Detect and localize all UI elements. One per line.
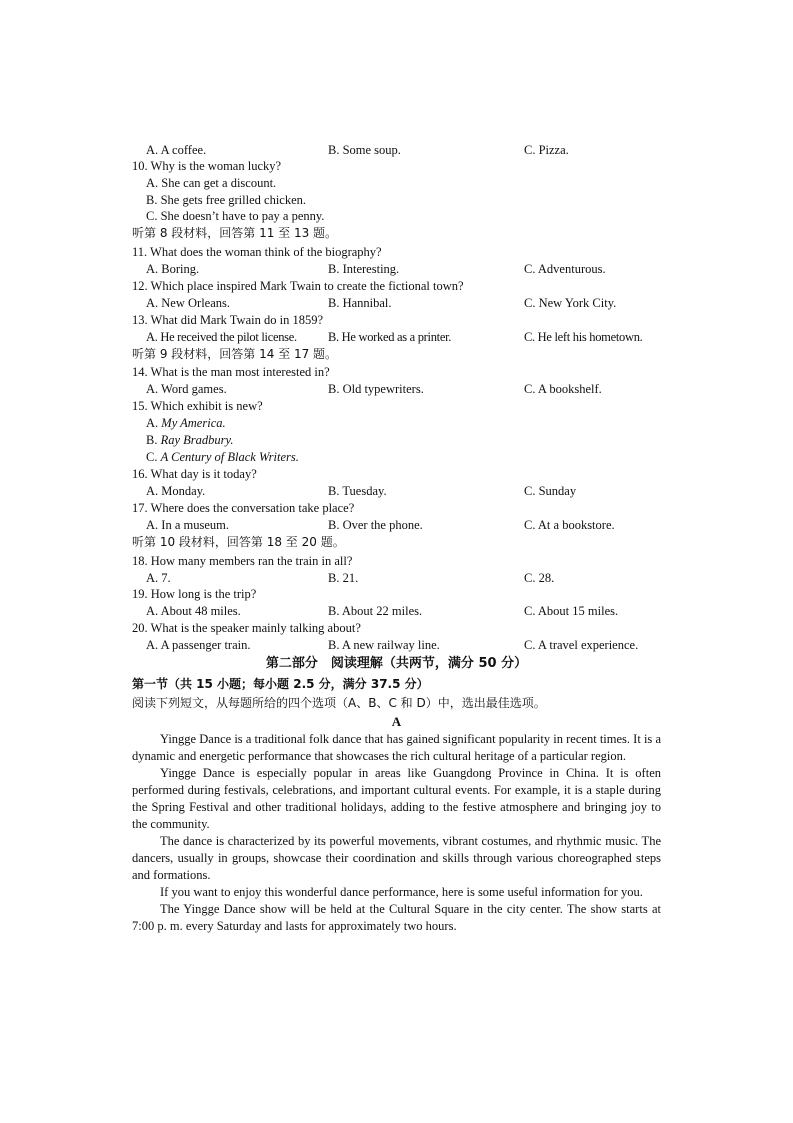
q20-option-a[interactable]: A. A passenger train. [146, 638, 251, 652]
q14-stem: 14. What is the man most interested in? [132, 365, 330, 379]
q19-option-b[interactable]: B. About 22 miles. [328, 604, 423, 618]
section-10-heading: 听第 10 段材料，回答第 18 至 20 题。 [132, 535, 345, 549]
q16-stem: 16. What day is it today? [132, 467, 257, 481]
q15-stem: 15. Which exhibit is new? [132, 399, 263, 413]
option-letter: A. [146, 416, 159, 430]
exhibit-title: Ray Bradbury. [160, 433, 234, 447]
q11-option-c[interactable]: C. Adventurous. [524, 262, 606, 276]
q15-option-a[interactable] [146, 415, 226, 432]
passage-paragraph: The Yingge Dance show will be held at the Cultural Square in the city center. The show starts at 7:00 p. m. every Saturday and lasts for approximately two hours. [132, 902, 661, 933]
q17-option-b[interactable]: B. Over the phone. [328, 518, 423, 532]
q20-option-c[interactable]: C. A travel experience. [524, 638, 639, 652]
q9-option-c[interactable]: C. Pizza. [524, 143, 569, 157]
q11-option-b[interactable]: B. Interesting. [328, 262, 400, 276]
passage-label: A [391, 714, 402, 729]
passage-paragraph: The dance is characterized by its powerful movements, vibrant costumes, and rhythmic music. The dancers, usually in groups, showcase their coordination and skills through various choreographed steps and formations. [132, 834, 661, 882]
q18-stem: 18. How many members ran the train in all? [132, 554, 353, 568]
q11-stem: 11. What does the woman think of the biography? [132, 245, 382, 259]
q10-option-c[interactable]: C. She doesn’t have to pay a penny. [146, 209, 325, 223]
passage-paragraph: If you want to enjoy this wonderful dance performance, here is some useful information for you. [160, 885, 643, 899]
q14-option-a[interactable]: A. Word games. [146, 382, 227, 396]
q13-stem: 13. What did Mark Twain do in 1859? [132, 313, 323, 327]
q12-stem: 12. Which place inspired Mark Twain to create the fictional town? [132, 279, 464, 293]
q10-option-a[interactable]: A. She can get a discount. [146, 176, 277, 190]
q19-option-c[interactable]: C. About 15 miles. [524, 604, 619, 618]
q13-option-c[interactable]: C. He left his hometown. [524, 330, 643, 344]
q15-option-b[interactable] [146, 432, 234, 449]
q14-option-b[interactable]: B. Old typewriters. [328, 382, 424, 396]
q17-option-c[interactable]: C. At a bookstore. [524, 518, 615, 532]
section-9-heading: 听第 9 段材料，回答第 14 至 17 题。 [132, 347, 338, 361]
passage-paragraph: Yingge Dance is especially popular in areas like Guangdong Province in China. It is often performed during festivals, celebrations, and important cultural events. For example, it is a staple during the Spring Festival and other traditional holidays, adding to the festive atmosphere and bringing joy to the community. [132, 766, 661, 831]
q9-option-b[interactable]: B. Some soup. [328, 143, 401, 157]
q10-stem: 10. Why is the woman lucky? [132, 159, 282, 173]
q16-option-a[interactable]: A. Monday. [146, 484, 206, 498]
section-1-title: 第一节（共 15 小题；每小题 2.5 分，满分 37.5 分） [132, 677, 429, 691]
q17-option-a[interactable]: A. In a museum. [146, 518, 229, 532]
option-letter: C. [146, 450, 158, 464]
q9-option-a[interactable]: A. A coffee. [146, 143, 207, 157]
q12-option-c[interactable]: C. New York City. [524, 296, 617, 310]
q15-option-c[interactable] [146, 449, 299, 466]
q16-option-b[interactable]: B. Tuesday. [328, 484, 387, 498]
q19-option-a[interactable]: A. About 48 miles. [146, 604, 241, 618]
q17-stem: 17. Where does the conversation take place? [132, 501, 355, 515]
q20-stem: 20. What is the speaker mainly talking about? [132, 621, 361, 635]
passage-a [132, 731, 661, 935]
q11-option-a[interactable]: A. Boring. [146, 262, 200, 276]
q14-option-c[interactable]: C. A bookshelf. [524, 382, 602, 396]
exhibit-title: A Century of Black Writers. [160, 450, 299, 464]
exhibit-title: My America. [161, 416, 226, 430]
option-letter: B. [146, 433, 158, 447]
passage-paragraph: Yingge Dance is a traditional folk dance that has gained significant popularity in recent times. It is a dynamic and energetic performance that showcases the rich cultural heritage of a particular region. [132, 732, 661, 763]
section-8-heading: 听第 8 段材料，回答第 11 至 13 题。 [132, 226, 338, 240]
q16-option-c[interactable]: C. Sunday [524, 484, 577, 498]
q18-option-b[interactable]: B. 21. [328, 571, 359, 585]
q18-option-c[interactable]: C. 28. [524, 571, 555, 585]
q12-option-b[interactable]: B. Hannibal. [328, 296, 392, 310]
q18-option-a[interactable]: A. 7. [146, 571, 171, 585]
q13-option-b[interactable]: B. He worked as a printer. [328, 330, 452, 344]
q12-option-a[interactable]: A. New Orleans. [146, 296, 231, 310]
q10-option-b[interactable]: B. She gets free grilled chicken. [146, 193, 307, 207]
q19-stem: 19. How long is the trip? [132, 587, 257, 601]
q13-option-a[interactable]: A. He received the pilot license. [146, 330, 297, 344]
q20-option-b[interactable]: B. A new railway line. [328, 638, 440, 652]
part-2-title: 第二部分 阅读理解（共两节，满分 50 分） [265, 656, 528, 671]
reading-instruction: 阅读下列短文，从每题所给的四个选项（A、B、C 和 D）中，选出最佳选项。 [132, 696, 546, 710]
